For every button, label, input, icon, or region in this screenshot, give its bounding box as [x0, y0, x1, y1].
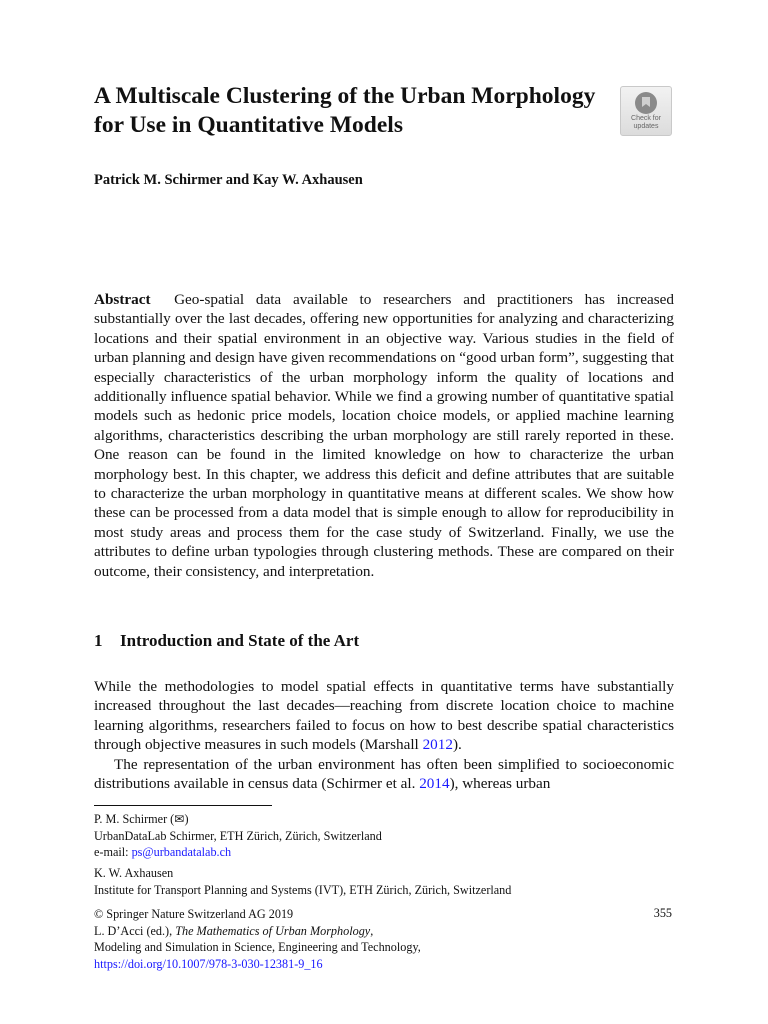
paragraph-text: While the methodologies to model spatial effects in quantitative terms have substantially increased throughout the last decades—reaching from discrete location choice to machine learning algorithms, researchers failed to focus on how to best describe spatial characteristics through objective measures in such models (Marshall [94, 678, 674, 754]
paragraph-text: The representation of the urban environment has often been simplified to socioeconomic distributions available in census data (Schirmer et al. [94, 755, 674, 793]
section-title: Introduction and State of the Art [120, 631, 360, 650]
author-1-email-link[interactable]: ps@urbandatalab.ch [131, 845, 232, 859]
intro-paragraph-1 [94, 678, 674, 753]
badge-line-2: updates [633, 122, 659, 130]
author-1-affiliation: UrbanDataLab Schirmer, ETH Zürich, Zürich, Switzerland [94, 828, 382, 843]
footnote-author-1 [94, 811, 382, 861]
paragraph-text: ), whereas urban [449, 775, 551, 793]
footnote-author-2 [94, 865, 511, 898]
punctuation: , [370, 923, 374, 938]
page-number: 355 [653, 906, 672, 920]
citation-marshall-2012[interactable]: 2012 [422, 736, 453, 754]
email-label: e-mail: [94, 845, 132, 859]
book-citation [94, 923, 674, 940]
author-1-email-line [94, 844, 382, 861]
abstract [94, 290, 674, 581]
author-2-name: K. W. Axhausen [94, 866, 174, 880]
abstract-text: Geo-spatial data available to researchers and practitioners has increased substantially over the last decades, offering new opportunities for analyzing and characterizing locations and their spatial environment in an objective way. Various studies in the field of urban planning and design have given recommendations on “good urban form”, suggesting that especially characteristics of the urban morphology inform the quality of locations and additionally influence spatial behavior. While we find a growing number of quantitative spatial models such as hedonic price models, location choice models, or applied machine learning algorithms, characteristics describing the urban morphology are still rarely reported in these. One reason can be found in the limited knowledge on how to characterize the urban morphology best. In this chapter, we address this deficit and define attributes that are suitable to characterize the urban morphology in quantitative means at different scales. We show how these can be processed from a data model that is simple enough to allow for reproducibility in most study areas and process them for the case study of Switzerland. Finally, we use the attributes to define urban typologies through clustering methods. These are compared on their outcome, their consistency, and interpretation. [94, 291, 675, 580]
citation-schirmer-2014[interactable]: 2014 [419, 775, 450, 793]
copyright-line: © Springer Nature Switzerland AG 2019 [94, 907, 294, 921]
section-heading [94, 631, 359, 651]
paragraph-text: ). [452, 736, 462, 754]
editor-text: L. D’Acci (ed.), [94, 923, 176, 938]
doi-link[interactable]: https://doi.org/10.1007/978-3-030-12381-9_16 [94, 956, 323, 971]
check-for-updates-badge[interactable] [620, 86, 672, 136]
chapter-title: A Multiscale Clustering of the Urban Morphology for Use in Quantitative Models [94, 83, 596, 138]
series-line: Modeling and Simulation in Science, Engineering and Technology, [94, 940, 421, 954]
author-2-affiliation: Institute for Transport Planning and Systems (IVT), ETH Zürich, Zürich, Switzerland [94, 882, 512, 897]
section-number: 1 [94, 631, 103, 650]
author-list: Patrick M. Schirmer and Kay W. Axhausen [94, 172, 363, 188]
publication-info [94, 906, 674, 972]
book-title: The Mathematics of Urban Morphology [175, 923, 371, 938]
abstract-label: Abstract [94, 291, 151, 308]
author-1-name: P. M. Schirmer (✉) [94, 812, 189, 826]
crossmark-bookmark-icon [635, 92, 657, 114]
badge-line-1: Check for [631, 115, 661, 122]
intro-paragraph-2 [94, 755, 674, 794]
intro-body [94, 677, 674, 793]
footnote-divider [94, 805, 272, 806]
